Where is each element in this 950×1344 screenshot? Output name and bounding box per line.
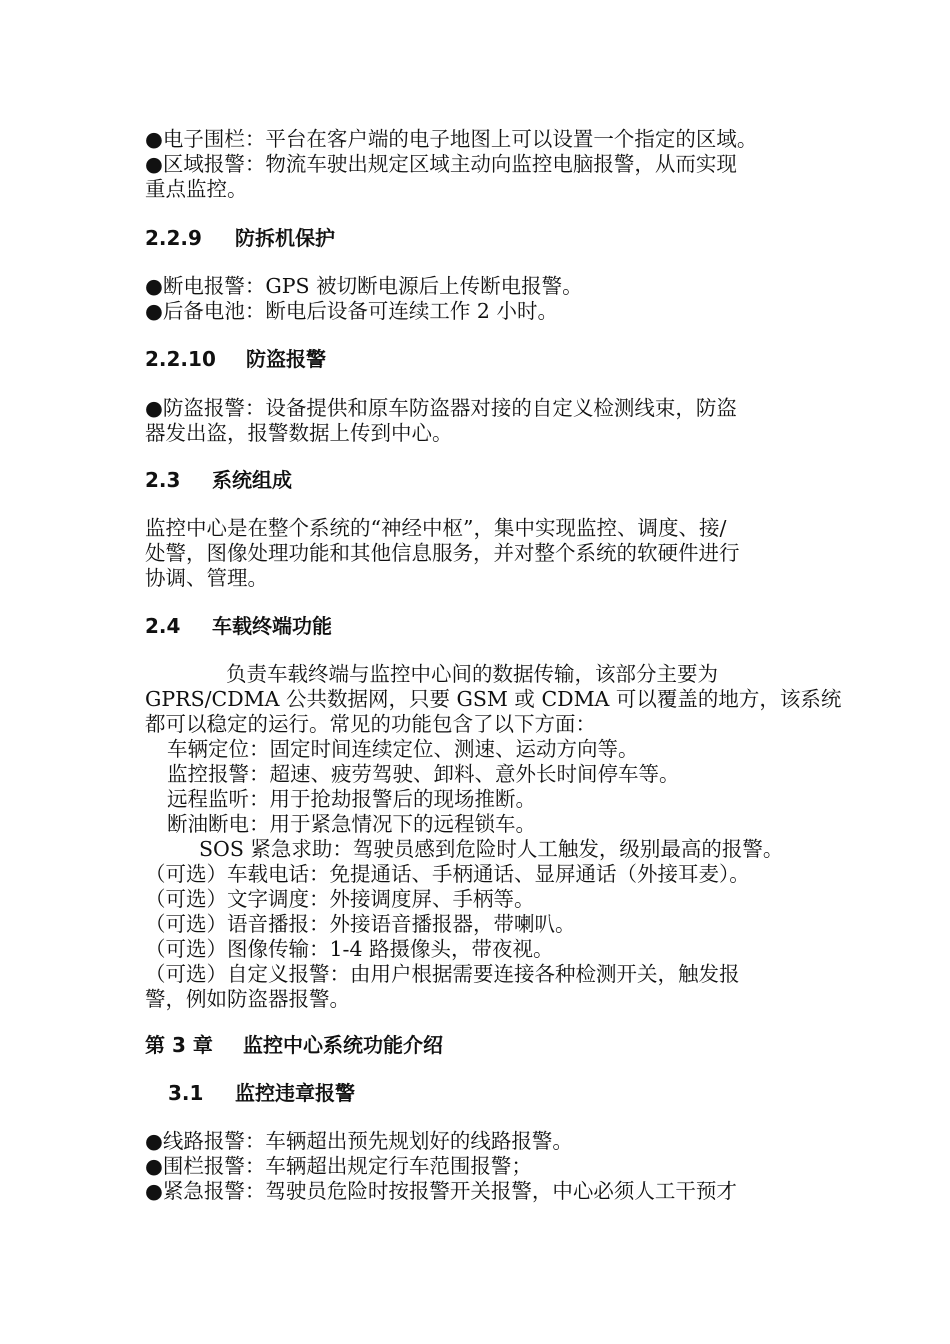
bullet-route-alarm: ●线路报警：车辆超出预先规划好的线路报警。: [145, 1129, 573, 1153]
paragraph-line: 协调、管理。: [145, 566, 268, 590]
heading-2-3: [145, 467, 292, 493]
bullet-anti-theft-alarm: ●防盗报警：设备提供和原车防盗器对接的自定义检测线束，防盗: [145, 396, 737, 420]
function-item: （可选）文字调度：外接调度屏、手柄等。: [145, 887, 535, 911]
function-item: 车辆定位：固定时间连续定位、测速、运动方向等。: [167, 737, 639, 761]
paragraph-line: 处警，图像处理功能和其他信息服务，并对整个系统的软硬件进行: [145, 541, 740, 565]
heading-title: 防盗报警: [246, 347, 326, 371]
bullet-backup-battery: ●后备电池：断电后设备可连续工作 2 小时。: [145, 299, 558, 323]
heading-title: 防拆机保护: [235, 226, 335, 250]
function-item: 断油断电：用于紧急情况下的远程锁车。: [167, 812, 536, 836]
heading-3-1: [168, 1080, 355, 1106]
function-item: 远程监听：用于抢劫报警后的现场推断。: [167, 787, 536, 811]
heading-title: 车载终端功能: [212, 614, 332, 638]
heading-number: 2.3: [145, 468, 181, 492]
heading-title: 系统组成: [212, 468, 292, 492]
heading-number: 3.1: [168, 1081, 204, 1105]
chapter-title: 监控中心系统功能介绍: [243, 1033, 443, 1057]
heading-2-4: [145, 613, 332, 639]
heading-title: 监控违章报警: [235, 1081, 355, 1105]
function-item-cont: 警，例如防盗器报警。: [145, 987, 350, 1011]
paragraph-line: 负责车载终端与监控中心间的数据传输，该部分主要为: [226, 662, 718, 686]
bullet-emergency-alarm: ●紧急报警：驾驶员危险时按报警开关报警，中心必须人工干预才: [145, 1179, 737, 1203]
heading-2-2-9: [145, 225, 335, 251]
function-item: 监控报警：超速、疲劳驾驶、卸料、意外长时间停车等。: [167, 762, 680, 786]
heading-number: 2.4: [145, 614, 181, 638]
heading-2-2-10: [145, 346, 326, 372]
function-item: （可选）图像传输：1-4 路摄像头，带夜视。: [145, 937, 554, 961]
function-item: SOS 紧急求助：驾驶员感到危险时人工触发，级别最高的报警。: [199, 837, 784, 861]
bullet-region-alarm: ●区域报警：物流车驶出规定区域主动向监控电脑报警，从而实现: [145, 152, 737, 176]
heading-number: 2.2.10: [145, 347, 216, 371]
function-item: （可选）车载电话：免提通话、手柄通话、显屏通话（外接耳麦）。: [145, 862, 750, 886]
paragraph-line: GPRS/CDMA 公共数据网，只要 GSM 或 CDMA 可以覆盖的地方，该系统: [145, 687, 842, 711]
heading-number: 2.2.9: [145, 226, 202, 250]
paragraph-line: 监控中心是在整个系统的“神经中枢”，集中实现监控、调度、接/: [145, 516, 727, 540]
bullet-power-cut-alarm: ●断电报警：GPS 被切断电源后上传断电报警。: [145, 274, 583, 298]
bullet-electronic-fence: ●电子围栏：平台在客户端的电子地图上可以设置一个指定的区域。: [145, 127, 758, 151]
function-item: （可选）语音播报：外接语音播报器，带喇叭。: [145, 912, 576, 936]
bullet-region-alarm-cont: 重点监控。: [145, 177, 248, 201]
paragraph-line: 都可以稳定的运行。常见的功能包含了以下方面：: [145, 712, 596, 736]
bullet-fence-alarm: ●围栏报警：车辆超出规定行车范围报警；: [145, 1154, 532, 1178]
function-item: （可选）自定义报警：由用户根据需要连接各种检测开关，触发报: [145, 962, 740, 986]
chapter-3-heading: [145, 1032, 443, 1058]
chapter-number: 第 3 章: [145, 1033, 213, 1057]
bullet-anti-theft-alarm-cont: 器发出盗，报警数据上传到中心。: [145, 421, 453, 445]
